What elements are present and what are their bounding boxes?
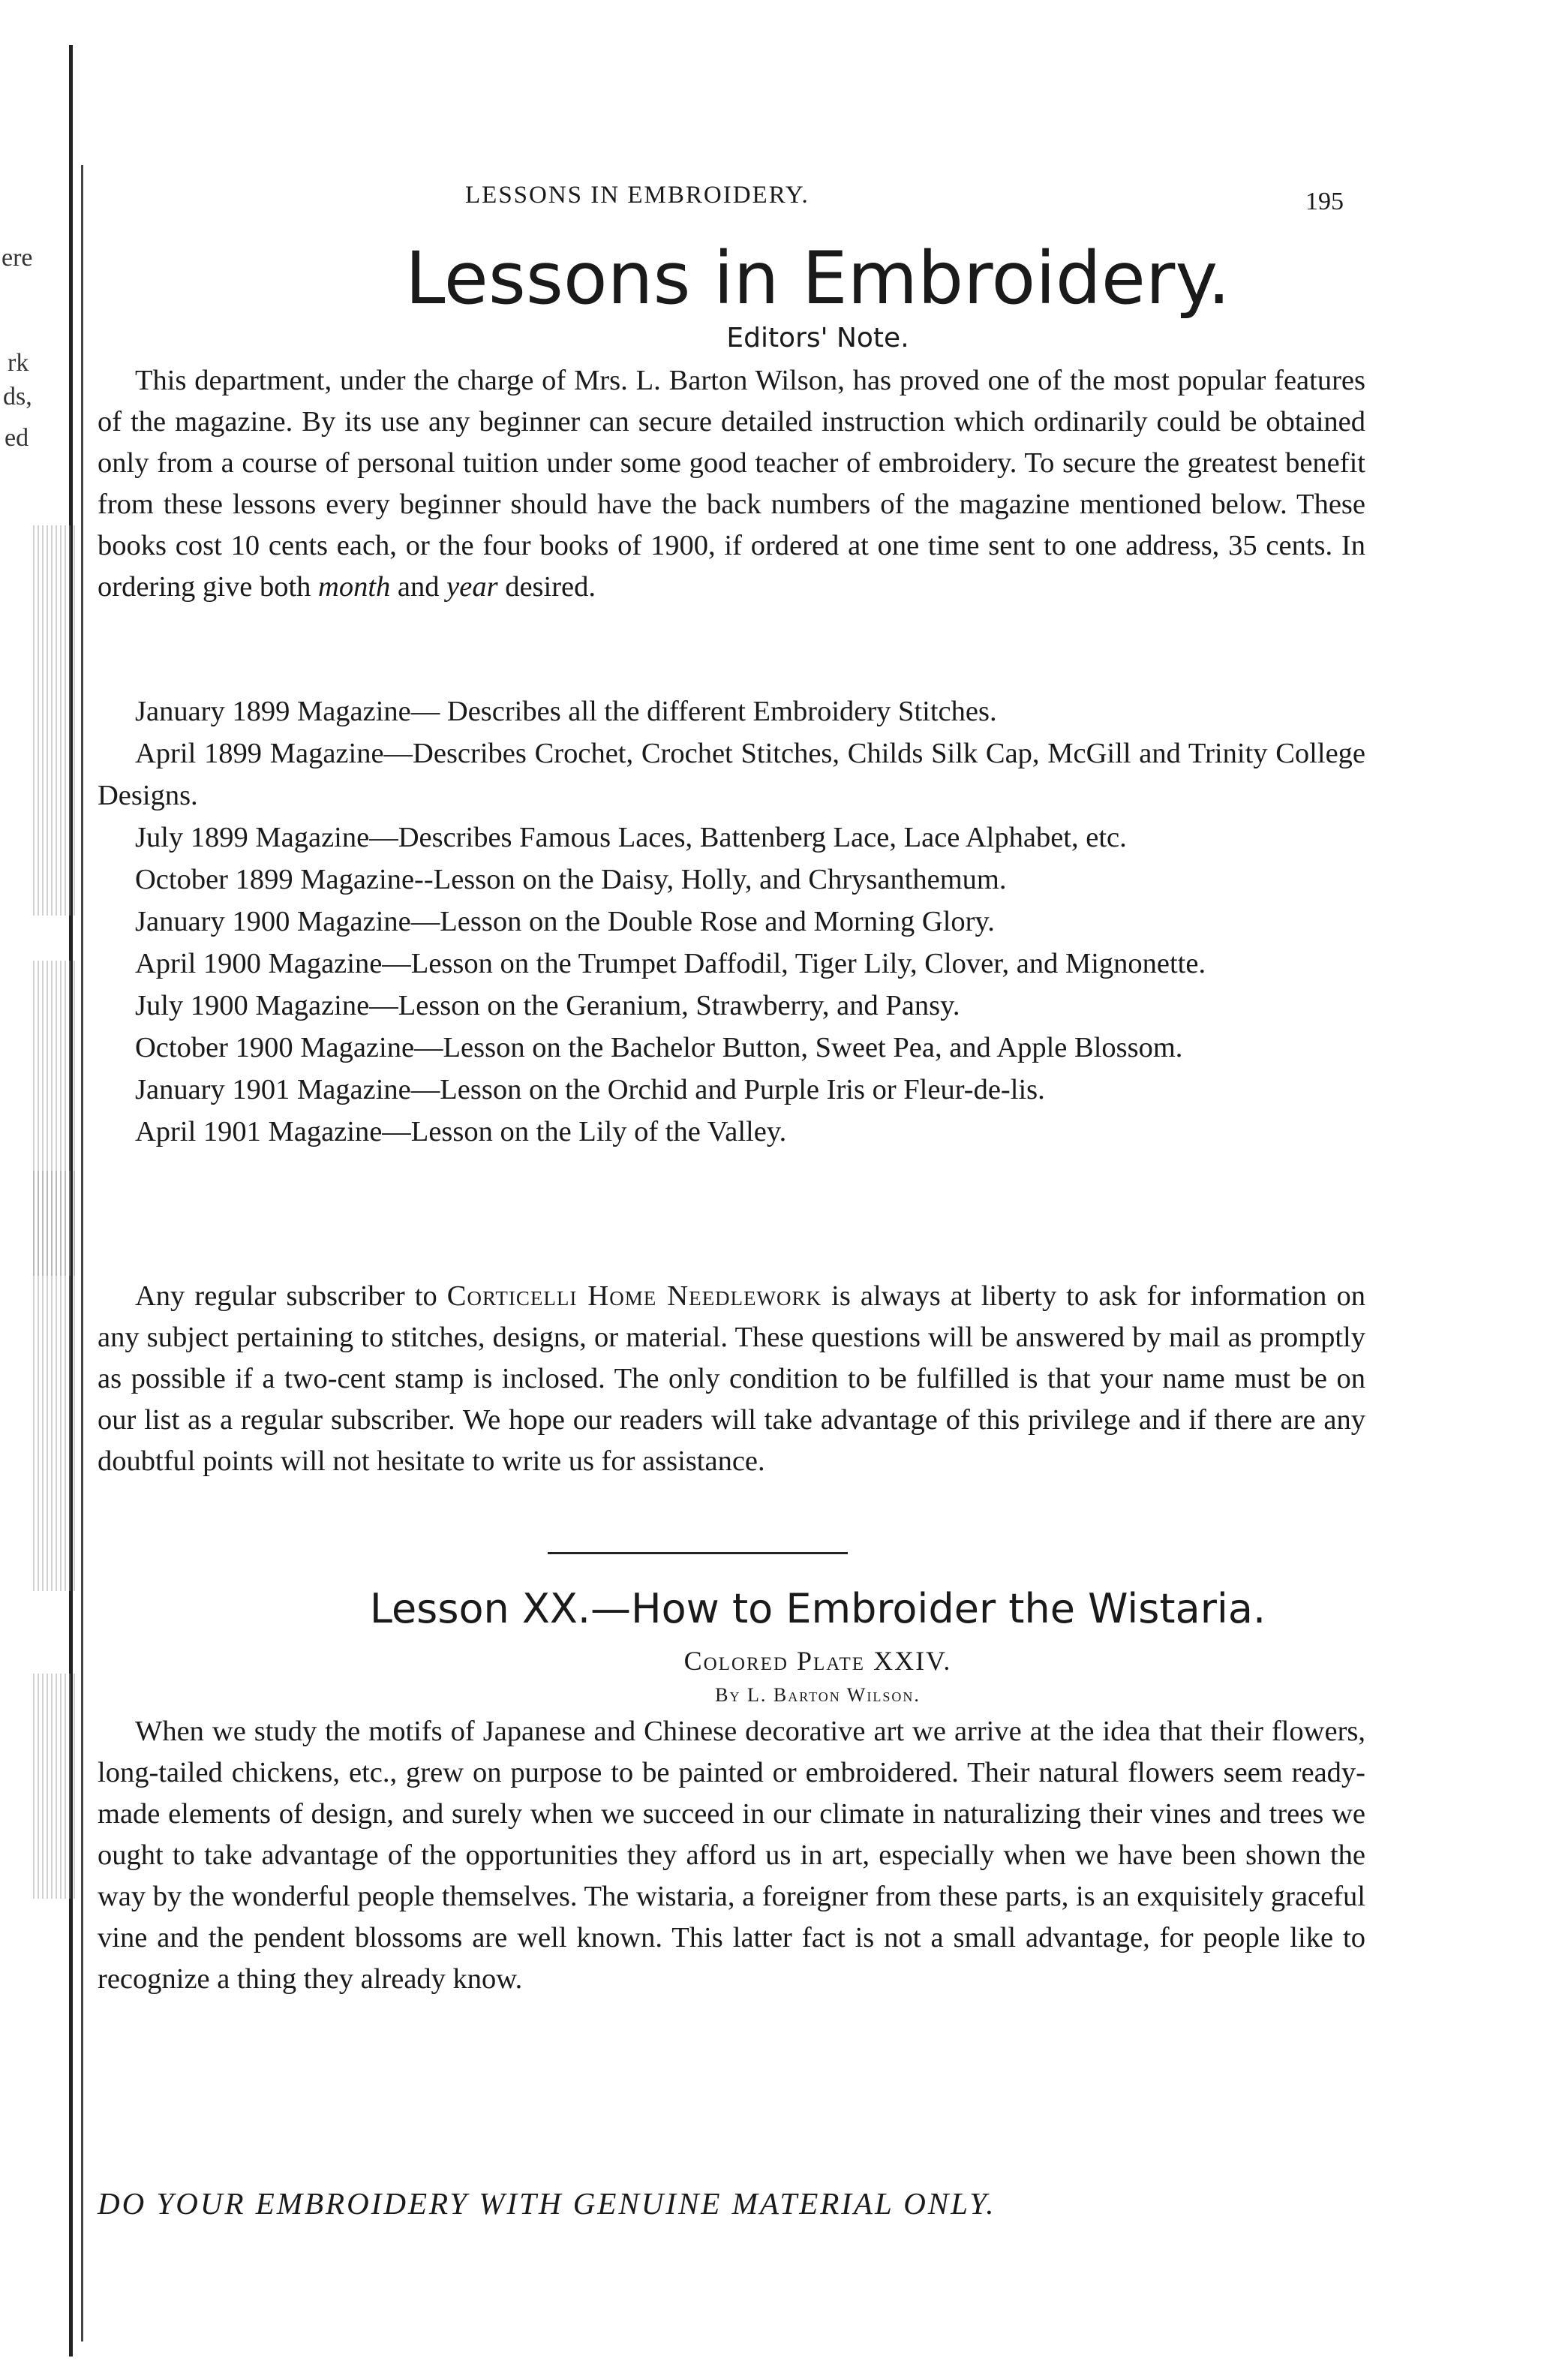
subscriber-text-rest: is always at liberty to ask for information on any subject pertaining to stitches, designs, or material. These questions will be answered by mail as promptly as possible if a two-cent stamp is inclosed. The only condition to be fulfilled is that your name must be on our list as a regular subscriber. We hope our readers will take advantage of this privilege and if there are any doubtful points will not hesitate to write us for assistance. (98, 1280, 1366, 1477)
footer-slogan: DO YOUR EMBROIDERY WITH GENUINE MATERIAL ONLY. (98, 2186, 996, 2221)
gutter-fragment: rk (8, 349, 29, 377)
list-item: July 1900 Magazine—Lesson on the Geranium, Strawberry, and Pansy. (135, 990, 960, 1021)
editors-note-heading: Editors' Note. (726, 323, 909, 353)
list-item: July 1899 Magazine—Describes Famous Laces, Battenberg Lace, Lace Alphabet, etc. (135, 822, 1127, 853)
lesson-title: Lesson XX.—How to Embroider the Wistaria. (369, 1585, 1266, 1632)
list-item: April 1901 Magazine—Lesson on the Lily of the Valley. (135, 1116, 787, 1147)
plate-caption: Colored Plate XXIV. (683, 1646, 952, 1676)
binding-edge-inner (81, 165, 83, 2341)
section-divider (548, 1552, 848, 1554)
intro-text: This department, under the charge of Mrs. L. Barton Wilson, has proved one of the most popular features of the magazine. By its use any beginner can secure detailed instruction which ordinarily could be obtained only from a course of personal tuition under some good teacher of embroidery. To secure the greatest benefit from these lessons every beginner should have the back numbers of the magazine mentioned below. These books cost 10 cents each, or the four books of 1900, if ordered at one time sent to one address, 35 cents. In ordering give both (98, 365, 1365, 603)
gutter-fragment: ed (5, 424, 29, 452)
list-item: April 1900 Magazine—Lesson on the Trumpet Daffodil, Tiger Lily, Clover, and Mignonette. (135, 948, 1206, 979)
subscriber-text-start: Any regular subscriber to (135, 1280, 447, 1312)
intro-end: desired. (497, 571, 596, 603)
list-item: October 1899 Magazine--Lesson on the Daisy, Holly, and Chrysanthemum. (135, 864, 1007, 895)
scan-noise (33, 1674, 78, 1899)
gutter-fragment: ds, (3, 383, 32, 411)
list-item: January 1901 Magazine—Lesson on the Orchid and Purple Iris or Fleur-de-lis. (135, 1074, 1045, 1105)
page-title: Lessons in Embroidery. (404, 236, 1230, 320)
publication-name: Corticelli Home Needlework (446, 1280, 822, 1312)
list-item: October 1900 Magazine—Lesson on the Bachelor Button, Sweet Pea, and Apple Blossom. (135, 1032, 1183, 1063)
gutter-fragment: ere (2, 244, 33, 272)
intro-month: month (318, 571, 391, 603)
back-issues-list (98, 690, 1365, 1153)
list-item: January 1900 Magazine—Lesson on the Double Rose and Morning Glory. (135, 906, 995, 937)
intro-and: and (390, 571, 447, 603)
byline: By L. Barton Wilson. (715, 1684, 921, 1706)
running-head: LESSONS IN EMBROIDERY. (465, 182, 810, 209)
page-number: 195 (1305, 188, 1344, 215)
list-item: April 1899 Magazine—Describes Crochet, Crochet Stitches, Childs Silk Cap, McGill and Trinity College Designs. (98, 738, 1365, 811)
scan-noise (33, 525, 78, 916)
subscriber-paragraph (98, 1276, 1365, 1482)
scan-noise (33, 1171, 78, 1591)
list-item: January 1899 Magazine— Describes all the different Embroidery Stitches. (135, 696, 997, 727)
intro-paragraph (98, 360, 1365, 608)
intro-year: year (446, 571, 498, 603)
lesson-paragraph: When we study the motifs of Japanese and Chinese decorative art we arrive at the idea that their flowers, long-tailed chickens, etc., grew on purpose to be painted or embroidered. Their natural flowers seem ready-made elements of design, and surely when we succeed in our climate in naturalizing their vines and trees we ought to take advantage of the opportunities they afford us in art, especially when we have been shown the way by the wonderful people themselves. The wistaria, a foreigner from these parts, is an exquisitely graceful vine and the pendent blossoms are well known. This latter fact is not a small advantage, for people like to recognize a thing they already know. (98, 1716, 1365, 1995)
lesson-body (98, 1711, 1365, 2000)
